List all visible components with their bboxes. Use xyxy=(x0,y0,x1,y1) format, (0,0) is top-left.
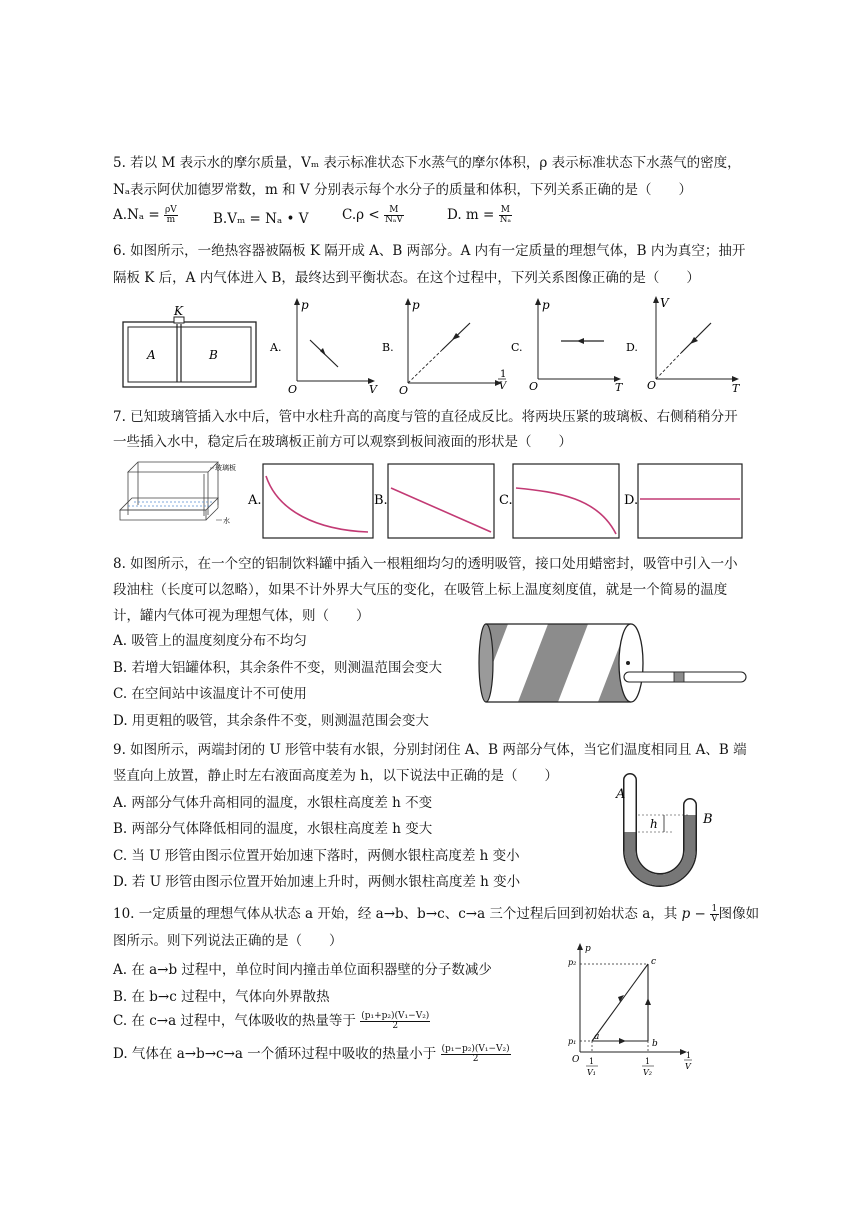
q6-label-b: B xyxy=(209,348,218,362)
q8-stem-line2: 段油柱（长度可以忽略），如果不计外界大气压的变化，在吸管上标上温度刻度值，就是一个简易的温度 xyxy=(113,582,728,598)
q10-option-d-fraction: $\frac{\text{(p₁−p₂)(V₁−V₂)}}{2}$ xyxy=(441,1044,510,1064)
q9-option-a[interactable]: A. 两部分气体升高相同的温度，水银柱高度差 h 不变 xyxy=(113,795,433,811)
svg-text:O: O xyxy=(529,380,539,393)
q8-option-b[interactable]: B. 若增大铝罐体积，其余条件不变，则测温范围会变大 xyxy=(113,660,443,676)
q6-label-a: A xyxy=(147,348,156,362)
q6-graph-b[interactable] xyxy=(382,295,512,395)
q5-option-c[interactable]: C.ρ < $\frac{M}{\text{NₐV}}$ xyxy=(342,205,403,225)
svg-text:O: O xyxy=(647,379,657,392)
svg-text:D.: D. xyxy=(626,341,638,354)
q6-graph-a[interactable] xyxy=(270,295,380,395)
q5-option-b[interactable]: B.Vₘ = Nₐ • V xyxy=(213,211,309,227)
q8-can-figure xyxy=(478,620,758,710)
q8-stem-line1: 8. 如图所示，在一个空的铝制饮料罐中插入一根粗细均匀的透明吸管，接口处用蜡密封，吸管中引入一小 xyxy=(113,556,738,572)
q5-option-a-fraction: $\frac{\rho V}{m}$ xyxy=(164,205,177,225)
svg-text:V: V xyxy=(369,383,377,396)
q7-fig-water-label: 水 xyxy=(223,517,230,525)
q10-p-1-over-v-graph xyxy=(560,940,700,1090)
q6-container-figure xyxy=(120,302,260,392)
q5-stem-line2: Nₐ表示阿伏加德罗常数，m 和 V 分别表示每个水分子的质量和体积，下列关系正确的是（ ） xyxy=(113,182,692,198)
q9-fig-label-a: A xyxy=(616,787,626,802)
q10-fig-c: c xyxy=(651,957,657,967)
q7-glass-plate-figure xyxy=(118,460,248,532)
q10-fig-v1-den: V₁ xyxy=(587,1068,596,1077)
q10-stem-fraction: $\frac{1}{V}$ xyxy=(711,904,718,924)
svg-text:A.: A. xyxy=(270,341,282,354)
q6-stem-line2: 隔板 K 后，A 内气体进入 B，最终达到平衡状态。在这个过程中，下列关系图像正确的是（ ） xyxy=(113,270,700,286)
q5-stem-line1: 5. 若以 M 表示水的摩尔质量，Vₘ 表示标准状态下水蒸气的摩尔体积，ρ 表示标准状态下水蒸气的密度， xyxy=(113,155,741,171)
q6-graph-c[interactable] xyxy=(511,295,631,395)
q5-option-c-fraction: $\frac{M}{\text{NₐV}}$ xyxy=(384,205,403,225)
q10-fig-origin: O xyxy=(572,1055,580,1065)
svg-text:p: p xyxy=(542,298,550,312)
q10-fig-v2-num: 1 xyxy=(645,1057,651,1066)
svg-text:V: V xyxy=(660,296,669,310)
q5-option-d-fraction: $\frac{M}{\text{Nₐ}}$ xyxy=(499,205,511,225)
q6-graph-d[interactable] xyxy=(626,293,746,395)
q5-option-a[interactable]: A.Nₐ = $\frac{\rho V}{m}$ xyxy=(113,205,177,225)
svg-text:O: O xyxy=(288,383,298,396)
q7-option-c-curve xyxy=(516,488,616,534)
q10-fig-v1-num: 1 xyxy=(589,1057,595,1066)
q8-stem-line3: 计，罐内气体可视为理想气体，则（ ） xyxy=(113,608,370,624)
q10-option-b[interactable]: B. 在 b→c 过程中，气体向外界散热 xyxy=(113,989,330,1005)
q9-option-c[interactable]: C. 当 U 形管由图示位置开始加速下落时，两侧水银柱高度差 h 变小 xyxy=(113,848,520,864)
svg-text:p: p xyxy=(412,298,420,312)
q9-u-tube-figure xyxy=(612,770,722,888)
q5-option-d[interactable]: D. m = $\frac{M}{\text{Nₐ}}$ xyxy=(447,205,511,225)
q10-fig-x-num: 1 xyxy=(686,1051,692,1060)
q7-stem-line2: 一些插入水中，稳定后在玻璃板正前方可以观察到板间液面的形状是（ ） xyxy=(113,434,572,450)
q10-option-d[interactable]: D. 气体在 a→b→c→a 一个循环过程中吸收的热量小于 $\frac{\text{(p₁−p₂)(V₁−V₂)}}{2}$ xyxy=(113,1044,510,1064)
q7-option-a-curve xyxy=(266,476,368,532)
svg-text:O: O xyxy=(399,384,409,397)
svg-text:C.: C. xyxy=(511,341,523,354)
q7-option-a: A. xyxy=(248,493,262,508)
q9-fig-label-b: B xyxy=(703,812,713,827)
q10-option-c-fraction: $\frac{\text{(p₁+p₂)(V₁−V₂)}}{2}$ xyxy=(361,1011,430,1031)
svg-text:V: V xyxy=(499,381,507,392)
svg-text:p: p xyxy=(301,298,309,312)
q7-fig-glass-label: 玻璃板 xyxy=(215,464,236,472)
q6-label-k: K xyxy=(174,304,183,318)
q9-option-d[interactable]: D. 若 U 形管由图示位置开始加速上升时，两侧水银柱高度差 h 变小 xyxy=(113,874,521,890)
q9-fig-label-h: h xyxy=(650,817,658,831)
svg-text:T: T xyxy=(732,382,740,395)
q10-fig-x-den: V xyxy=(685,1062,691,1071)
q10-stem-line2: 图所示。则下列说法正确的是（ ） xyxy=(113,933,343,949)
q8-option-d[interactable]: D. 用更粗的吸管，其余条件不变，则测温范围会变大 xyxy=(113,713,429,729)
q8-option-c[interactable]: C. 在空间站中该温度计不可使用 xyxy=(113,686,307,702)
q10-fig-b: b xyxy=(652,1039,658,1049)
q9-stem-line2: 竖直向上放置，静止时左右液面高度差为 h，以下说法中正确的是（ ） xyxy=(113,768,558,784)
q7-option-c: C. xyxy=(499,493,513,508)
q10-fig-p2: p₂ xyxy=(568,958,577,967)
svg-text:B.: B. xyxy=(382,341,394,354)
q9-stem-line1: 9. 如图所示，两端封闭的 U 形管中装有水银，分别封闭住 A、B 两部分气体，当它们温度相同且 A、B 端 xyxy=(113,742,747,758)
q8-option-a[interactable]: A. 吸管上的温度刻度分布不均匀 xyxy=(113,633,307,649)
q10-stem-line1: 10. 一定质量的理想气体从状态 a 开始，经 a→b、b→c、c→a 三个过程后回到初始状态 a，其 p − $\frac{1}{V}$ 图像如 xyxy=(113,904,760,924)
q7-stem-line1: 7. 已知玻璃管插入水中后，管中水柱升高的高度与管的直径成反比。将两块压紧的玻璃板、右侧稍稍分开 xyxy=(113,409,738,425)
q7-option-b-curve xyxy=(391,488,491,532)
q10-fig-p: p xyxy=(585,944,591,954)
q10-fig-a: a xyxy=(594,1032,600,1042)
q7-option-d: D. xyxy=(624,493,639,508)
q7-options-figure xyxy=(248,462,748,542)
svg-text:T: T xyxy=(615,381,623,394)
q10-fig-p1: p₁ xyxy=(568,1037,577,1046)
q7-option-b: B. xyxy=(374,493,388,508)
q10-fig-v2-den: V₂ xyxy=(643,1068,652,1077)
svg-text:1: 1 xyxy=(500,369,507,380)
q6-stem-line1: 6. 如图所示，一绝热容器被隔板 K 隔开成 A、B 两部分。A 内有一定质量的理想气体，B 内为真空；抽开 xyxy=(113,243,746,259)
q9-option-b[interactable]: B. 两部分气体降低相同的温度，水银柱高度差 h 变大 xyxy=(113,821,433,837)
q10-option-a[interactable]: A. 在 a→b 过程中，单位时间内撞击单位面积器壁的分子数减少 xyxy=(113,962,492,978)
q10-option-c[interactable]: C. 在 c→a 过程中，气体吸收的热量等于 $\frac{\text{(p₁+p₂)(V₁−V₂)}}{2}$ xyxy=(113,1011,430,1031)
